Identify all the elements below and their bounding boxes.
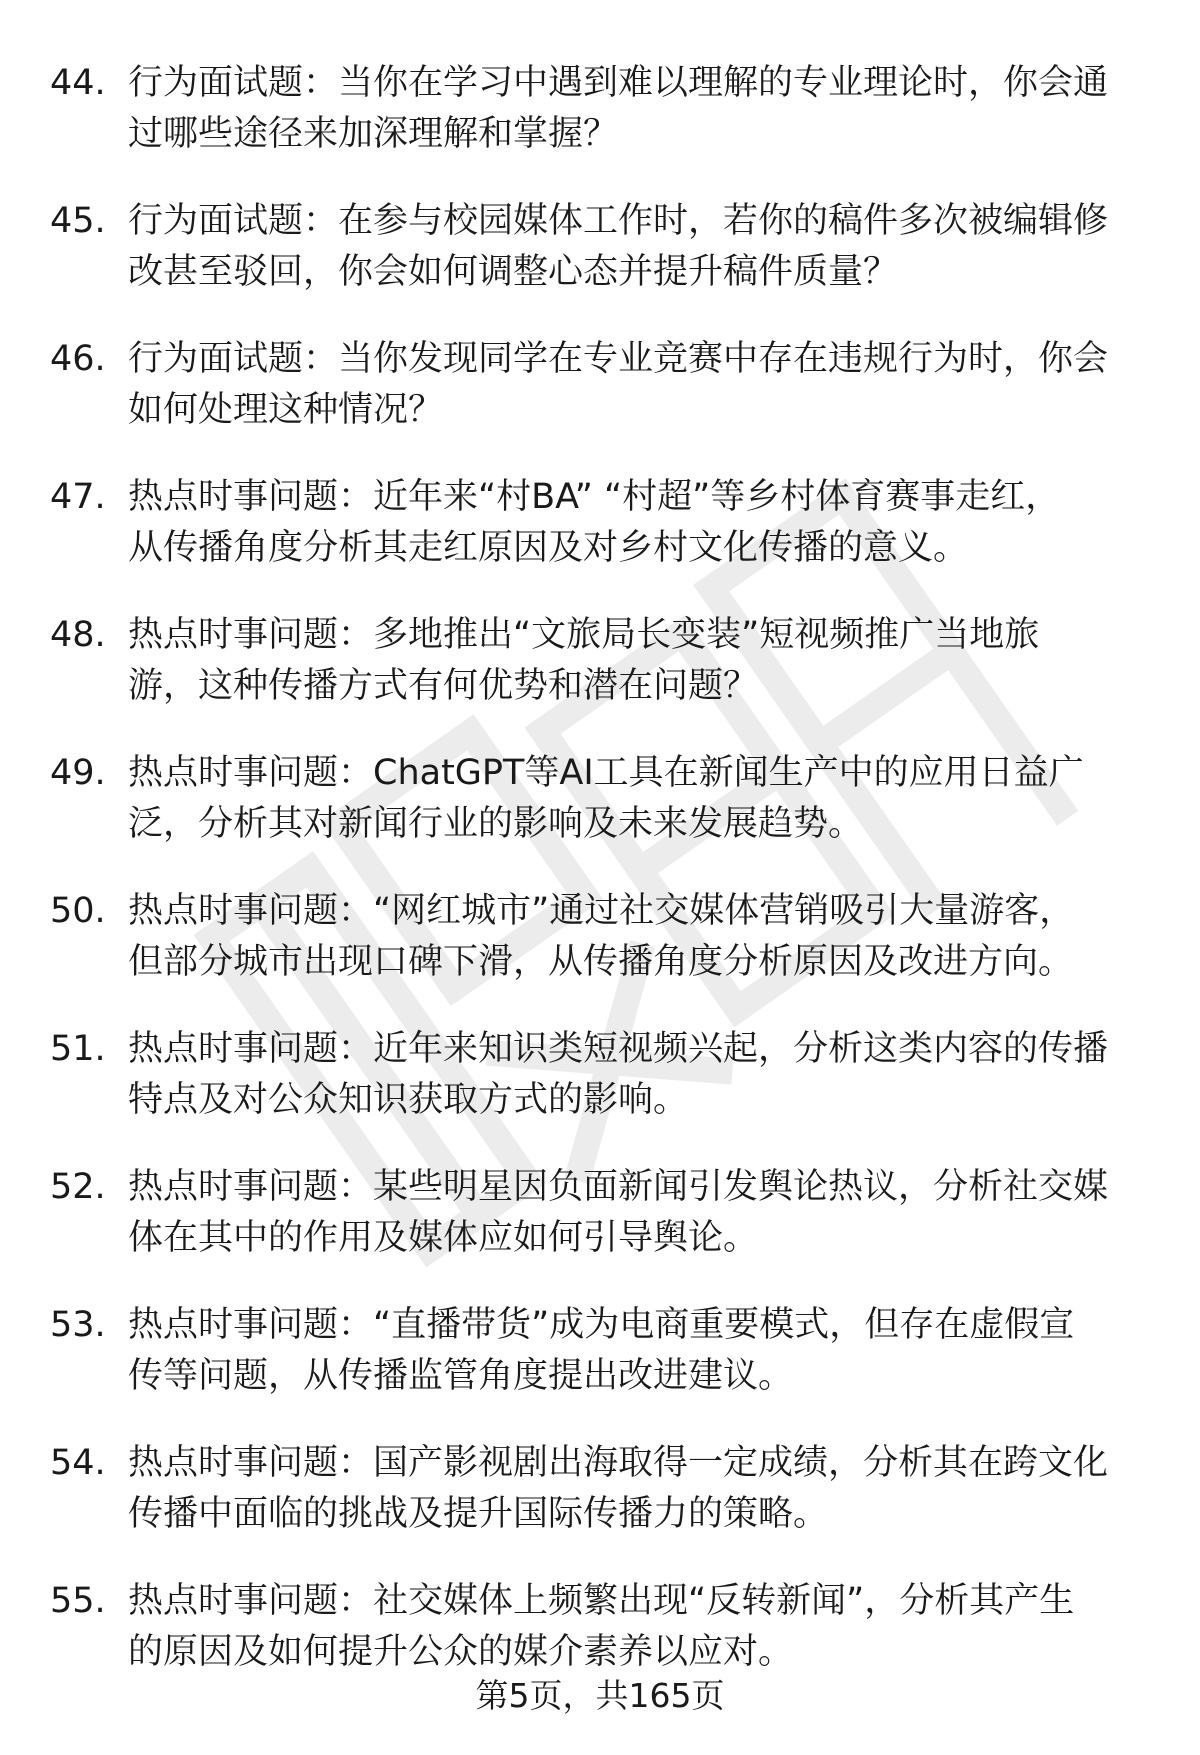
question-item	[50, 748, 1160, 886]
question-text	[128, 58, 1200, 160]
question-text	[128, 334, 1200, 436]
question-line: 热点时事问题：某些明星因负面新闻引发舆论热议，分析社交媒	[128, 1167, 1109, 1207]
question-item	[50, 886, 1160, 1024]
question-item	[50, 196, 1160, 334]
question-number: 55.	[50, 1581, 106, 1621]
question-line: 热点时事问题：近年来知识类短视频兴起，分析这类内容的传播	[128, 1029, 1109, 1069]
question-text	[128, 1438, 1200, 1540]
question-line: 热点时事问题：“直播带货”成为电商重要模式，但存在虚假宣	[128, 1305, 1075, 1345]
question-line: 热点时事问题：社交媒体上频繁出现“反转新闻”，分析其产生	[128, 1581, 1075, 1621]
question-line: 如何处理这种情况？	[128, 390, 444, 430]
question-number: 53.	[50, 1305, 106, 1345]
question-number: 44.	[50, 63, 106, 103]
question-item	[50, 58, 1160, 196]
question-line: 行为面试题：在参与校园媒体工作时，若你的稿件多次被编辑修	[128, 201, 1109, 241]
question-line: 行为面试题：当你发现同学在专业竞赛中存在违规行为时，你会	[128, 339, 1109, 379]
question-text	[128, 1300, 1200, 1402]
question-line: 热点时事问题：“网红城市”通过社交媒体营销吸引大量游客，	[128, 891, 1075, 931]
question-number: 45.	[50, 201, 106, 241]
question-number: 48.	[50, 615, 106, 655]
question-item	[50, 1438, 1160, 1576]
question-line: 从传播角度分析其走红原因及对乡村文化传播的意义。	[128, 528, 969, 568]
question-text	[128, 748, 1200, 850]
question-item	[50, 334, 1160, 472]
question-text	[128, 472, 1200, 574]
question-number: 54.	[50, 1443, 106, 1483]
question-number: 49.	[50, 753, 106, 793]
question-line: 传播中面临的挑战及提升国际传播力的策略。	[128, 1494, 829, 1534]
question-number: 46.	[50, 339, 106, 379]
question-line: 行为面试题：当你在学习中遇到难以理解的专业理论时，你会通	[128, 63, 1109, 103]
question-line: 热点时事问题：ChatGPT等AI工具在新闻生产中的应用日益广	[128, 753, 1084, 793]
question-text	[128, 1576, 1200, 1678]
question-item	[50, 472, 1160, 610]
question-line: 的原因及如何提升公众的媒介素养以应对。	[128, 1632, 794, 1672]
page-number-footer: 第5页，共165页	[475, 1676, 725, 1715]
question-line: 泛，分析其对新闻行业的影响及未来发展趋势。	[128, 804, 864, 844]
question-line: 过哪些途径来加深理解和掌握？	[128, 114, 619, 154]
question-line: 特点及对公众知识获取方式的影响。	[128, 1080, 689, 1120]
question-line: 游，这种传播方式有何优势和潜在问题？	[128, 666, 759, 706]
question-line: 体在其中的作用及媒体应如何引导舆论。	[128, 1218, 759, 1258]
question-line: 热点时事问题：多地推出“文旅局长变装”短视频推广当地旅	[128, 615, 1040, 655]
question-text	[128, 886, 1200, 988]
question-number: 47.	[50, 477, 106, 517]
question-item	[50, 610, 1160, 748]
question-text	[128, 196, 1200, 298]
question-text	[128, 1024, 1200, 1126]
question-text	[128, 610, 1200, 712]
question-line: 改甚至驳回，你会如何调整心态并提升稿件质量？	[128, 252, 899, 292]
question-text	[128, 1162, 1200, 1264]
question-number: 51.	[50, 1029, 106, 1069]
question-line: 但部分城市出现口碑下滑，从传播角度分析原因及改进方向。	[128, 942, 1074, 982]
question-number: 50.	[50, 891, 106, 931]
question-item	[50, 1162, 1160, 1300]
question-line: 热点时事问题：近年来“村BA” “村超”等乡村体育赛事走红，	[128, 477, 1061, 517]
question-item	[50, 1024, 1160, 1162]
question-line: 传等问题，从传播监管角度提出改进建议。	[128, 1356, 794, 1396]
question-list	[50, 58, 1160, 1714]
question-line: 热点时事问题：国产影视剧出海取得一定成绩，分析其在跨文化	[128, 1443, 1109, 1483]
question-number: 52.	[50, 1167, 106, 1207]
question-item	[50, 1300, 1160, 1438]
